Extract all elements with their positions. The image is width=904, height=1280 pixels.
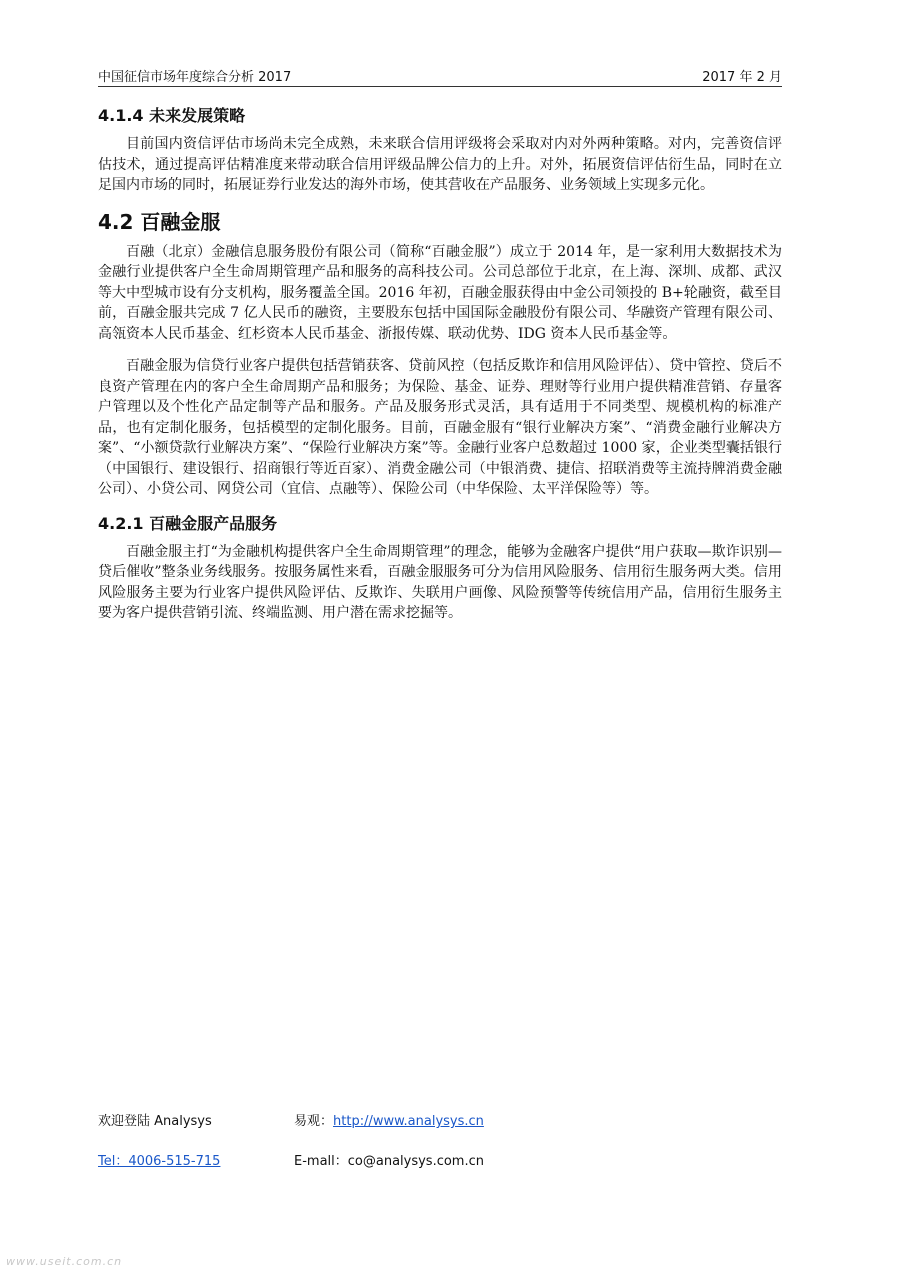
paragraph: 百融金服主打“为金融机构提供客户全生命周期管理”的理念，能够为金融客户提供“用户获取—欺诈识别—贷后催收”整条业务线服务。按服务属性来看，百融金服服务可分为信用风险服务、信用衍生服务两大类。信用风险服务主要为行业客户提供风险评估、反欺诈、失联用户画像、风险预警等传统信用产品，信用衍生服务主要为客户提供营销引流、终端监测、用户潜在需求挖掘等。 [98,543,782,621]
watermark: www.useit.com.cn [6,1255,123,1268]
heading-4-1-4: 4.1.4 未来发展策略 [98,106,246,125]
paragraph: 百融（北京）金融信息服务股份有限公司（简称“百融金服”）成立于 2014 年，是一家利用大数据技术为金融行业提供客户全生命周期管理产品和服务的高科技公司。公司总部位于北京，在上海、深圳、成都、武汉等大中型城市设有分支机构，服务覆盖全国。2016 年初，百融金服获得由中金公司领投的 B+轮融资，截至目前，百融金服共完成 7 亿人民币的融资，主要股东包括中国国际金融股份有限公司、华融资产管理有限公司、高瓴资本人民币基金、红杉资本人民币基金、浙报传媒、联动优势、IDG 资本人民币基金等。 [98,243,782,342]
page-header [98,62,782,87]
footer-site [294,1110,484,1129]
footer-welcome: 欢迎登陆 Analysys [98,1114,212,1129]
footer-site-label: 易观： [294,1114,334,1129]
header-date: 2017 年 2 月 [702,70,782,85]
paragraph: 百融金服为信贷行业客户提供包括营销获客、贷前风控（包括反欺诈和信用风险评估）、贷中管控、贷后不良资产管理在内的客户全生命周期产品和服务；为保险、基金、证券、理财等行业用户提供精准营销、存量客户管理以及个性化产品定制等产品和服务。产品及服务形式灵活，具有适用于不同类型、规模机构的标准产品，也有定制化服务，包括模型的定制化服务。目前，百融金服有“银行业解决方案”、“消费金融行业解决方案”、“小额贷款行业解决方案”、“保险行业解决方案”等。金融行业客户总数超过 1000 家，企业类型囊括银行（中国银行、建设银行、招商银行等近百家）、消费金融公司（中银消费、捷信、招联消费等主流持牌消费金融公司）、小贷公司、网贷公司（宜信、点融等）、保险公司（中华保险、太平洋保险等）等。 [98,358,782,497]
header-title: 中国征信市场年度综合分析 2017 [98,70,292,85]
footer-email: E-mall：co@analysys.com.cn [294,1154,484,1169]
paragraph: 目前国内资信评估市场尚未完全成熟，未来联合信用评级将会采取对内对外两种策略。对内，完善资信评估技术，通过提高评估精准度来带动联合信用评级品牌公信力的上升。对外，拓展资信评估衍生品，同时在立足国内市场的同时，拓展证券行业发达的海外市场，使其营收在产品服务、业务领域上实现多元化。 [98,136,782,193]
heading-4-2: 4.2 百融金服 [98,209,221,234]
page-content [98,100,782,636]
heading-4-2-1: 4.2.1 百融金服产品服务 [98,513,278,533]
footer-tel-link[interactable]: Tel：4006-515-715 [98,1154,221,1169]
footer-site-link[interactable]: http://www.analysys.cn [333,1114,484,1129]
